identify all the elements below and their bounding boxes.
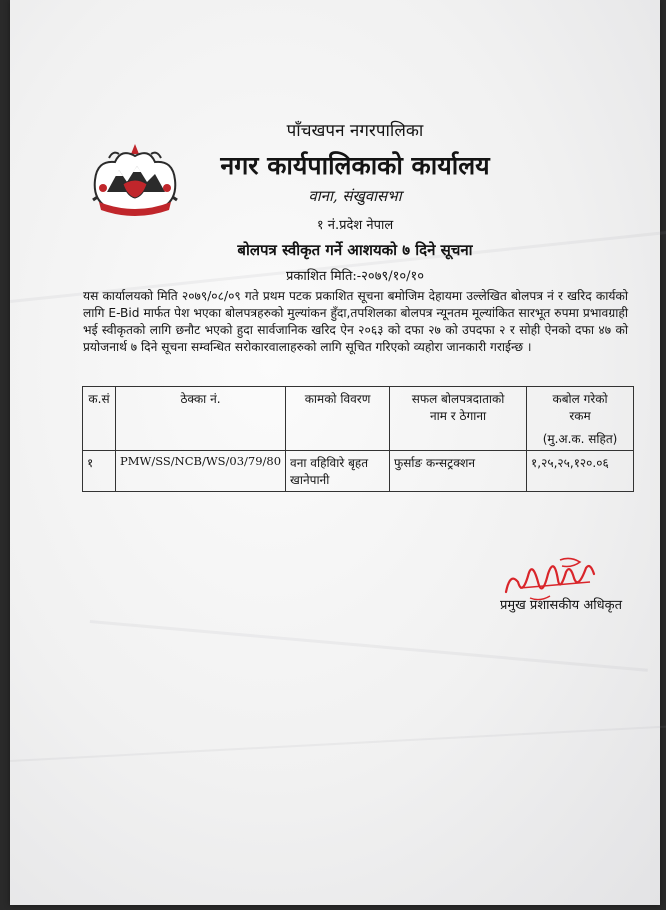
office-location: वाना, संखुवासभा: [308, 187, 402, 205]
amount-header-line3: (मु.अ.क. सहित): [542, 432, 618, 446]
bidder-header-line2: नाम र ठेगाना: [430, 409, 487, 423]
municipality-name: पाँचखपन नगरपालिका: [286, 121, 424, 141]
amount-header-line1: कबोल गरेको: [552, 392, 608, 406]
notice-paragraph: यस कार्यालयको मिति २०७९/०८/०९ गते प्रथम पटक प्रकाशित सूचना बमोजिम देहायमा उल्लेखित बोलपत्र नं र खरिद कार्यको लागि E-Bid मार्फत पेश भएका बोलपत्रहरुको मुल्यांकन हुँदा,तपशिलका बोलपत्र न्यूनतम मूल्यांकित सारभूत रुपमा प्रभावग्राही भई स्वीकृतको लागि छनौट भएको हुदा सार्वजानिक खरिद ऐन २०६३ को दफा २७ को उपदफा २ र सोही ऐनको दफा ४७ को प्रयोजनार्थ ७ दिने सूचना सम्वन्धित सरोकारवालाहरुको लागि सूचित गरिएको व्यहोरा जानकारी गराईन्छ ।: [83, 289, 628, 354]
table-header-row: [83, 387, 634, 451]
paper-crease: [90, 620, 648, 672]
bid-table: [82, 386, 634, 492]
notice-title: बोलपत्र स्वीकृत गर्ने आशयको ७ दिने सूचना: [237, 241, 473, 259]
table-row: [83, 451, 634, 492]
bidder-header-line1: सफल बोलपत्रदाताको: [411, 392, 505, 406]
cell-amount: १,२५,२५,१२०.०६: [527, 451, 634, 492]
col-header-bidder: [390, 387, 527, 451]
col-header-amount: [527, 387, 634, 451]
published-date: प्रकाशित मिति:-२०७९/१०/१०: [285, 269, 425, 284]
province-name: १ नं.प्रदेश नेपाल: [316, 218, 394, 233]
cell-sn: १: [83, 451, 116, 492]
cell-contract-no: PMW/SS/NCB/WS/03/79/80: [116, 451, 286, 492]
cell-work-desc: वना वहिविारे बृहत खानेपानी: [286, 451, 390, 492]
col-header-work-desc: कामको विवरण: [286, 387, 390, 451]
office-title: नगर कार्यपालिकाको कार्यालय: [220, 151, 490, 180]
paper-crease: [10, 725, 666, 762]
col-header-sn: क.सं: [83, 387, 116, 451]
col-header-contract-no: ठेक्का नं.: [116, 387, 286, 451]
cell-bidder: फुर्साङ कन्सट्रक्शन: [390, 451, 527, 492]
signatory-title: प्रमुख प्रशासकीय अधिकृत: [500, 598, 623, 613]
amount-header-line2: रकम: [569, 409, 591, 423]
